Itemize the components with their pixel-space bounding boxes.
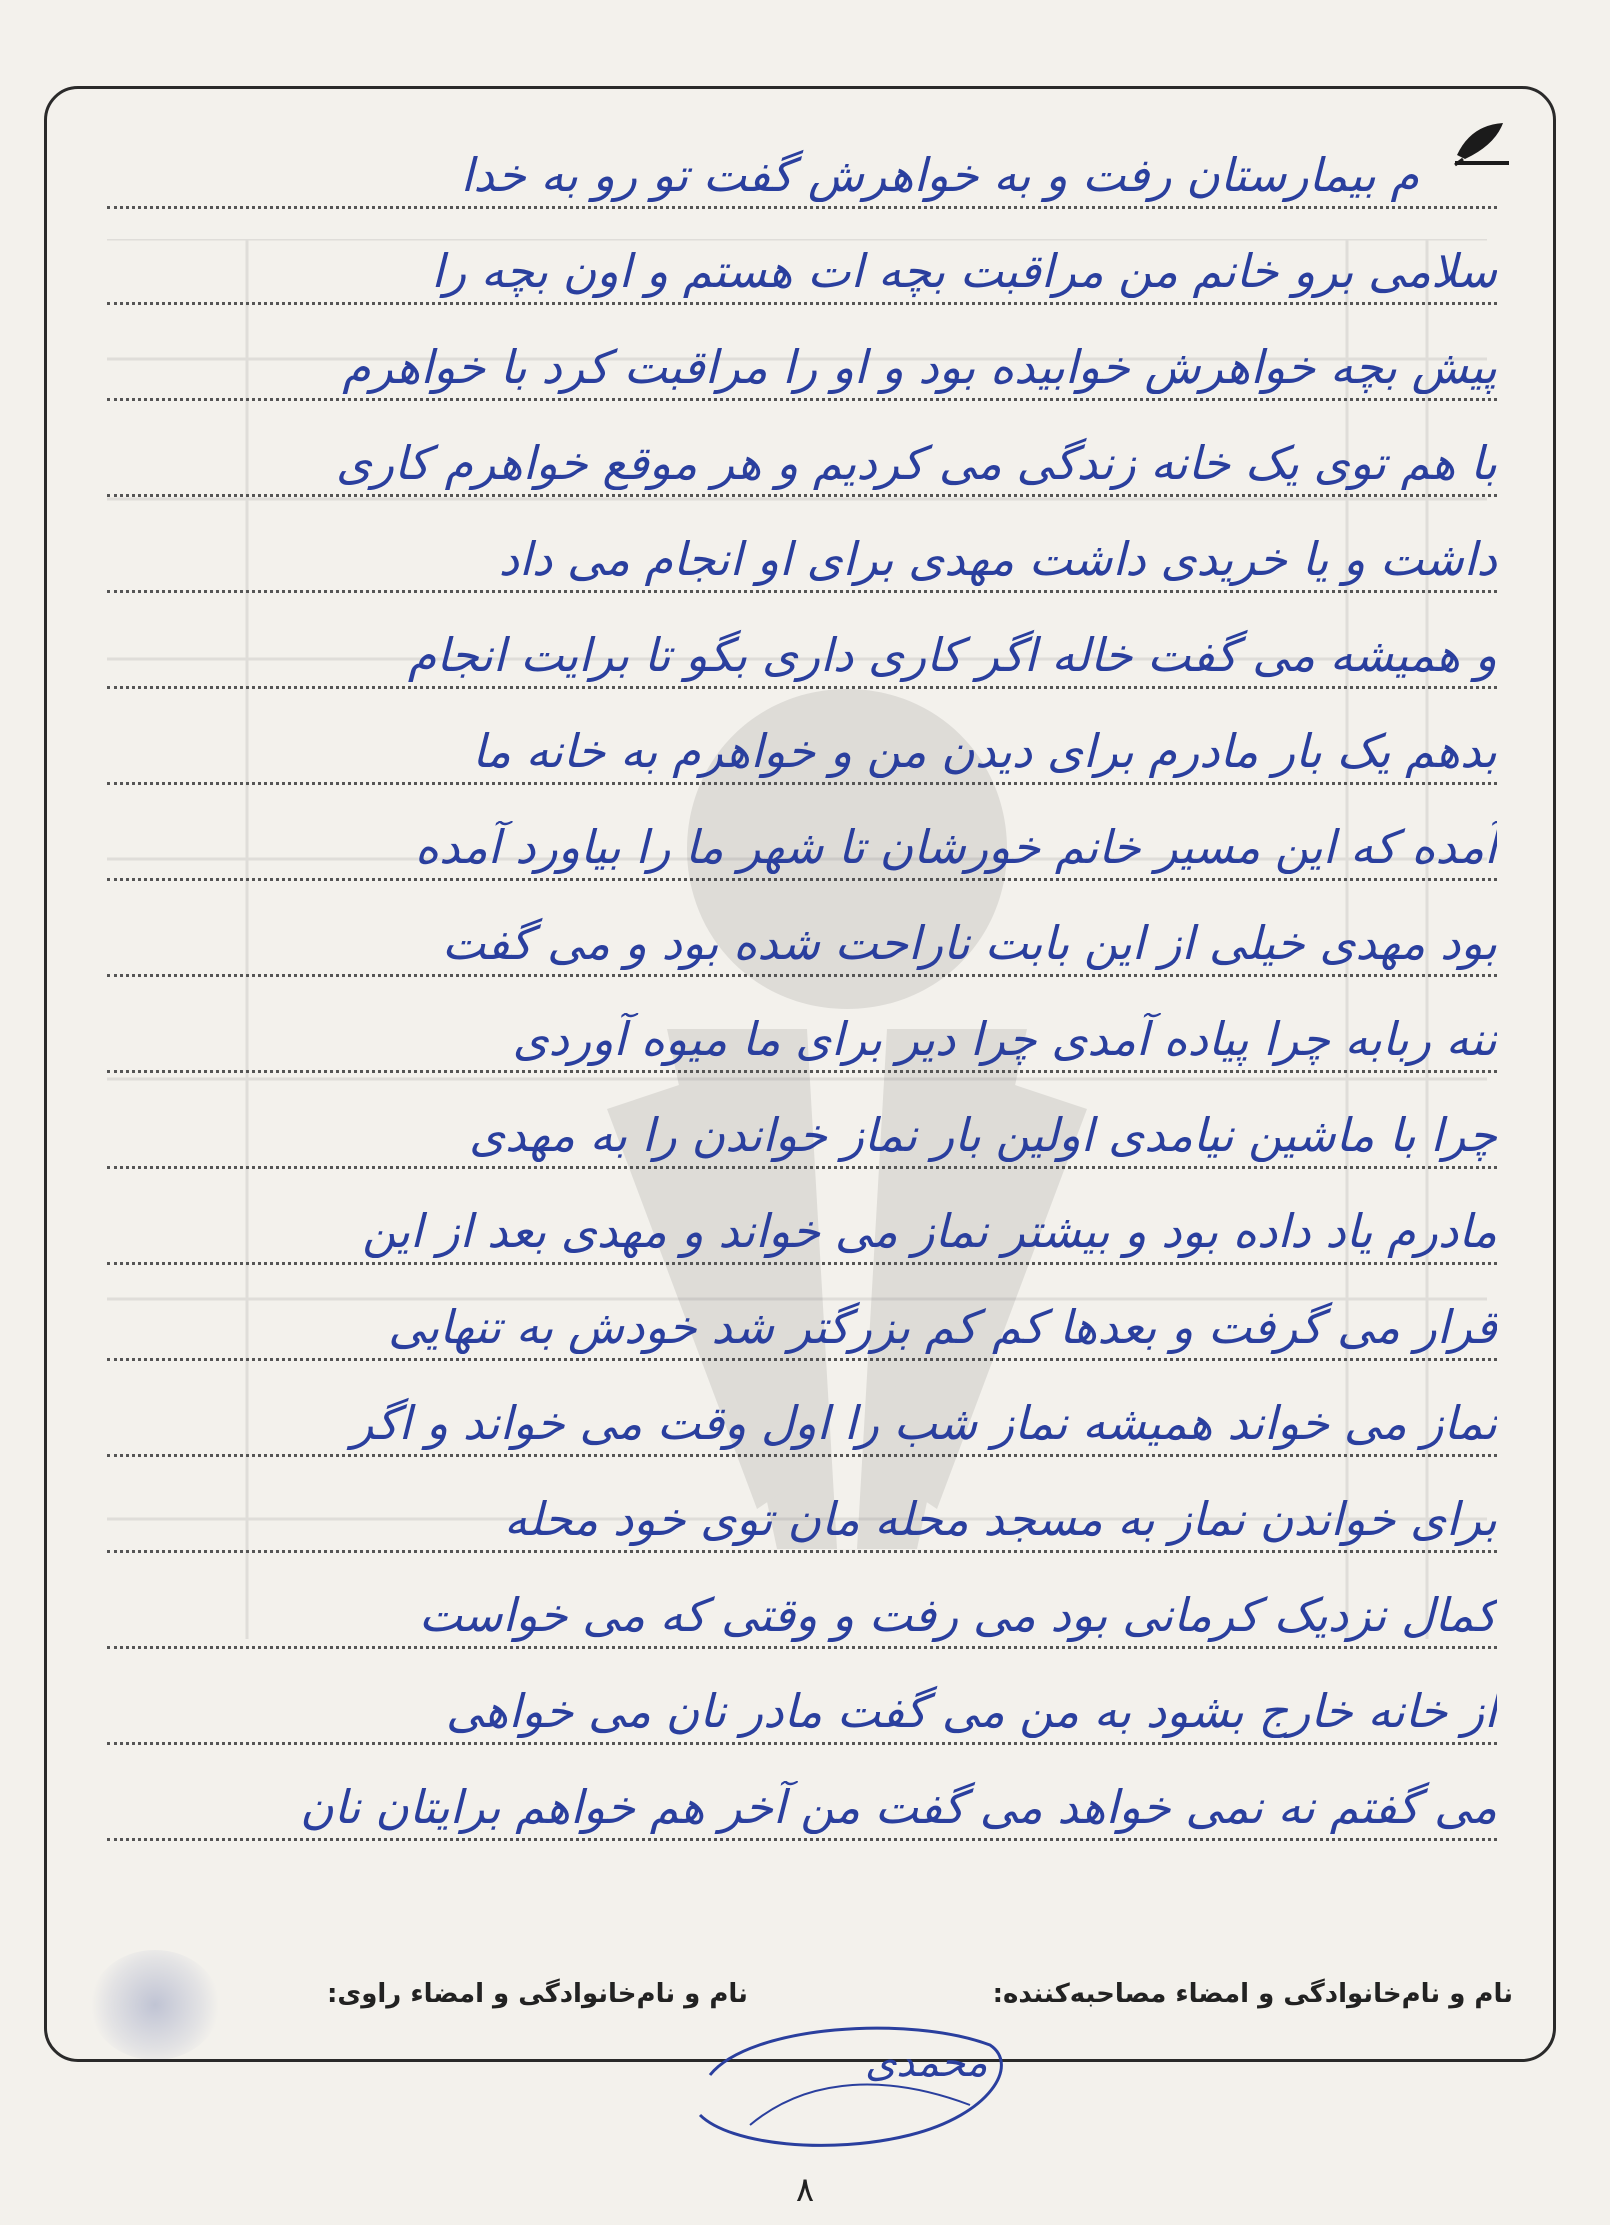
line-text: و همیشه می گفت خاله اگر کاری داری بگو تا برایت انجام [407,629,1497,682]
text-line [107,1169,1497,1265]
line-text: می گفتم نه نمی خواهد می گفت من آخر هم خواهم برایتان نان [299,1781,1497,1834]
text-line [107,401,1497,497]
line-text: قرار می گرفت و بعدها کم کم بزرگتر شد خودش به تنهایی [388,1301,1497,1354]
text-line [107,1073,1497,1169]
line-text: از خانه خارج بشود به من می گفت مادر نان می خواهی [445,1685,1497,1738]
line-text: چرا با ماشین نیامدی اولین بار نماز خواندن را به مهدی [469,1109,1497,1162]
text-line [107,1457,1497,1553]
text-line [107,1553,1497,1649]
narrator-signature-label: نام و نام‌خانوادگی و امضاء راوی: [327,1979,748,2009]
signature-name: محمدی [865,2040,988,2086]
line-text: آمده که این مسیر خانم خورشان تا شهر ما را بیاورد آمده [414,821,1497,874]
text-line [107,689,1497,785]
page-number: ۸ [795,2170,815,2210]
handwritten-lines [47,89,1553,2059]
line-text: سلامی برو خانم من مراقبت بچه ات هستم و اون بچه را [431,245,1497,298]
line-text: بدهم یک بار مادرم برای دیدن من و خواهرم به خانه ما [472,725,1497,778]
line-text: داشت و یا خریدی داشت مهدی برای او انجام می داد [498,533,1497,586]
text-line [107,1361,1497,1457]
interviewer-signature-label: نام و نام‌خانوادگی و امضاء مصاحبه‌کننده: [992,1979,1513,2009]
line-text: با هم توی یک خانه زندگی می کردیم و هر موقع خواهرم کاری [335,437,1497,490]
line-text: کمال نزدیک کرمانی بود می رفت و وقتی که می خواست [418,1589,1497,1642]
text-line [107,1265,1497,1361]
text-line [107,1649,1497,1745]
text-line [107,593,1497,689]
line-text: مادرم یاد داده بود و بیشتر نماز می خواند و مهدی بعد از این [362,1205,1497,1258]
text-line [107,977,1497,1073]
text-line [107,209,1497,305]
text-line [107,305,1497,401]
line-text: بود مهدی خیلی از این بابت ناراحت شده بود و می گفت [442,917,1497,970]
line-text: پیش بچه خواهرش خوابیده بود و او را مراقبت کرد با خواهرم [342,341,1497,394]
text-line [107,785,1497,881]
text-line [107,1745,1497,1841]
page-frame [44,86,1556,2062]
ink-stamp-smudge [90,1950,220,2060]
line-text: م بیمارستان رفت و به خواهرش گفت تو رو به خدا [460,149,1419,202]
line-text: ننه ربابه چرا پیاده آمدی چرا دیر برای ما میوه آوردی [512,1013,1497,1066]
text-line [107,113,1497,209]
text-line [107,497,1497,593]
text-line [107,881,1497,977]
line-text: نماز می خواند همیشه نماز شب را اول وقت می خواند و اگر [351,1397,1497,1450]
line-text: برای خواندن نماز به مسجد محله مان توی خود محله [503,1493,1497,1546]
